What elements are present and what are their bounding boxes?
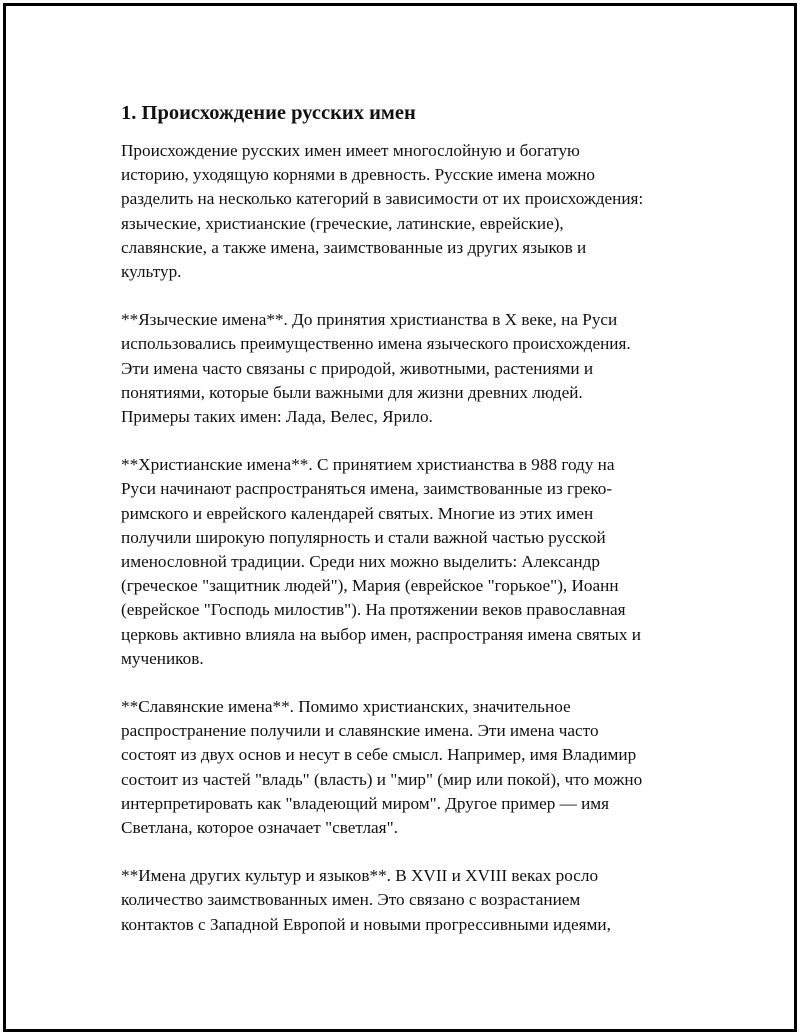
paragraph-christian-names: **Христианские имена**. С принятием христианства в 988 году на Руси начинают распространяться имена, заимствованные из греко- римского и еврейского календарей святых. Многие из этих имен получили широкую популярность и стали важной частью русской именословной традиции. Среди них можно выделить: Александр (греческое "защитник людей"), Мария (еврейское "горькое"), Иоанн (еврейское "Господь милостив"). На протяжении веков православная церковь активно влияла на выбор имен, распространяя имена святых и мучеников. [121, 455, 641, 668]
document-body [121, 101, 696, 961]
page-border [3, 3, 797, 1032]
paragraph-intro: Происхождение русских имен имеет многослойную и богатую историю, уходящую корнями в древность. Русские имена можно разделить на несколько категорий в зависимости от их происхождения: языческие, христианские (греческие, латинские, еврейские), славянские, а также имена, заимствованные из других языков и культур. [121, 141, 644, 282]
section-heading: 1. Происхождение русских имен [121, 102, 416, 124]
paragraph-pagan-names: **Языческие имена**. До принятия христианства в X веке, на Руси использовались преимущественно имена языческого происхождения. Эти имена часто связаны с природой, животными, растениями и понятиями, которые были важными для жизни древних людей. Примеры таких имен: Лада, Велес, Ярило. [121, 310, 631, 427]
paragraph-foreign-names: **Имена других культур и языков**. В XVII и XVIII веках росло количество заимствованных имен. Это связано с возрастанием контактов с Западной Европой и новыми прогрессивными идеями, [121, 866, 611, 934]
paragraph-slavic-names: **Славянские имена**. Помимо христианских, значительное распространение получили и славянские имена. Эти имена часто состоят из двух основ и несут в себе смысл. Например, имя Владимир состоит из частей "владь" (власть) и "мир" (мир или покой), что можно интерпретировать как "владеющий миром". Другое пример — имя Светлана, которое означает "светлая". [121, 697, 643, 838]
